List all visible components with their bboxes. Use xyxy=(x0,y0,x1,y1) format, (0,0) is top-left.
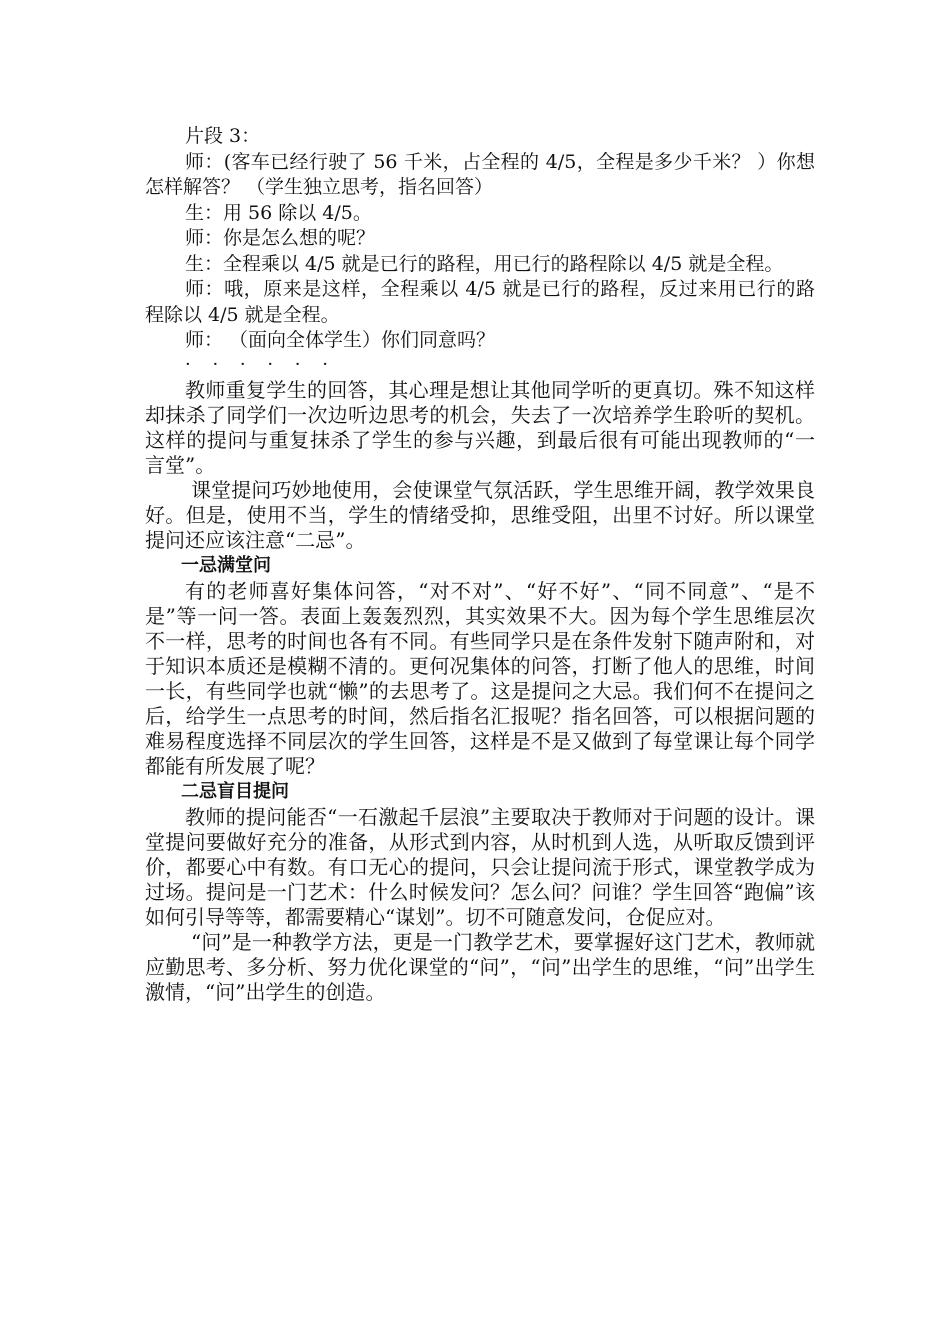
document-page xyxy=(145,124,815,1005)
dialogue-line: 师：哦，原来是这样，全程乘以 4/5 就是已行的路程，反过来用已行的路程除以 4/5 就是全程。 xyxy=(145,278,815,326)
dialogue-line: 生：用 56 除以 4/5。 xyxy=(185,201,372,224)
dialogue-line: 师：你是怎么想的呢？ xyxy=(185,227,376,249)
paragraph: 课堂提问巧妙地使用，会使课堂气氛活跃，学生思维开阔，教学效果良好。但是，使用不当，学生的情绪受抑，思维受阻，出里不讨好。所以课堂提问还应该注意“二忌”。 xyxy=(145,477,815,552)
section-heading: 二忌盲目提问 xyxy=(181,780,289,802)
dialogue-line: 生：全程乘以 4/5 就是已行的路程，用已行的路程除以 4/5 就是全程。 xyxy=(185,252,784,275)
paragraph: “问”是一种教学方法，更是一门教学艺术，要掌握好这门艺术，教师就应勤思考、多分析、努力优化课堂的“问”，“问”出学生的思维，“问”出学生激情，“问”出学生的创造。 xyxy=(145,929,815,1004)
dialogue-line: 师：(客车已经行驶了 56 千米，占全程的 4/5，全程是多少千米？ ）你想怎样解答？ （学生独立思考，指名回答） xyxy=(145,150,815,198)
paragraph: 教师的提问能否“一石激起千层浪”主要取决于教师对于问题的设计。课堂提问要做好充分的准备，从形式到内容，从时机到人选，从听取反馈到评价，都要心中有数。有口无心的提问，只会让提问流于形式，课堂教学成为过场。提问是一门艺术：什么时候发问？怎么问？问谁？学生回答“跑偏”该如何引导等等，都需要精心“谋划”。切不可随意发问，仓促应对。 xyxy=(145,804,815,929)
paragraph: 有的老师喜好集体问答，“对不对”、“好不好”、“同不同意”、“是不是”等一问一答。表面上轰轰烈烈，其实效果不大。因为每个学生思维层次不一样，思考的时间也各有不同。有些同学只是在条件发射下随声附和，对于知识本质还是模糊不清的。更何况集体的问答，打断了他人的思维，时间一长，有些同学也就“懒”的去思考了。这是提问之大忌。我们何不在提问之后，给学生一点思考的时间，然后指名汇报呢？指名回答，可以根据问题的难易程度选择不同层次的学生回答，这样是不是又做到了每堂课让每个同学都能有所发展了呢？ xyxy=(145,578,815,778)
fragment-label: 片段 3： xyxy=(185,125,261,147)
paragraph: 教师重复学生的回答，其心理是想让其他同学听的更真切。殊不知这样却抹杀了同学们一次边听边思考的机会，失去了一次培养学生聆听的契机。这样的提问与重复抹杀了学生的参与兴趣，到最后很有可能出现教师的“一言堂”。 xyxy=(145,377,815,477)
section-heading: 一忌满堂问 xyxy=(181,554,271,576)
ellipsis: · · · · · · xyxy=(185,353,336,375)
dialogue-line: 师： （面向全体学生）你们同意吗？ xyxy=(185,329,496,351)
